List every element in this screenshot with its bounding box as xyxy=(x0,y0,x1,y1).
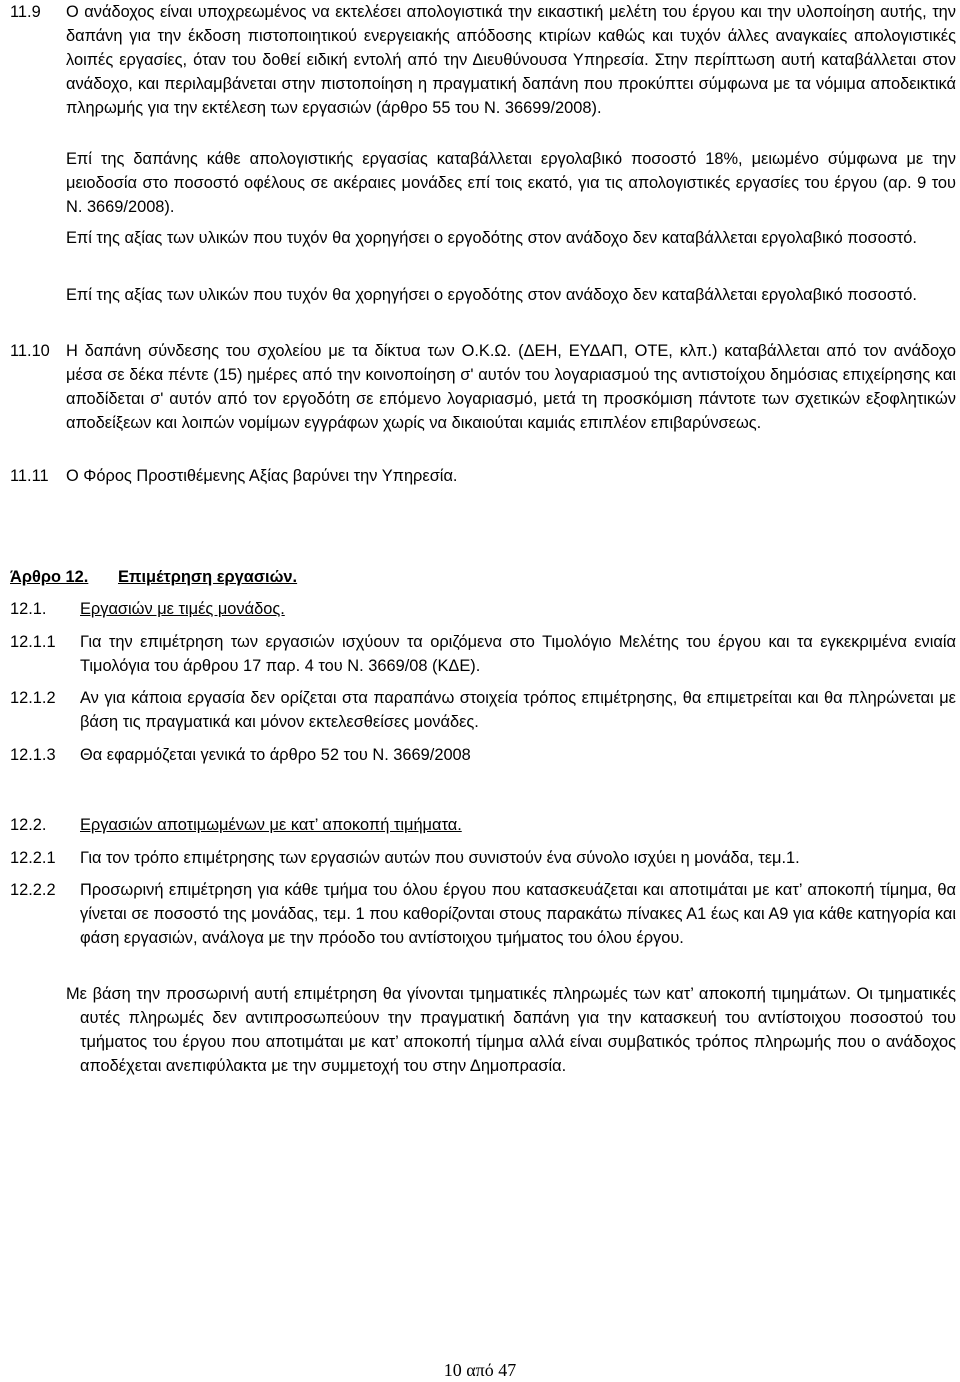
section-number: 12.2.1 xyxy=(10,849,56,867)
section-title: Εργασιών αποτιμωμένων με κατ’ αποκοπή τιμήματα. xyxy=(80,816,462,834)
section-text: Για τον τρόπο επιμέτρησης των εργασιών αυτών που συνιστούν ένα σύνολο ισχύει η μονάδα, τεμ.1. xyxy=(80,849,800,867)
section-number: 12.1.2 xyxy=(10,689,56,707)
section-number: 12.1. xyxy=(10,600,47,618)
section-text: Ο Φόρος Προστιθέμενης Αξίας βαρύνει την Υπηρεσία. xyxy=(66,467,458,485)
article-number: Άρθρο 12. xyxy=(10,568,89,586)
section-text: Η δαπάνη σύνδεσης του σχολείου με τα δίκτυα των Ο.Κ.Ω. (ΔΕΗ, ΕΥΔΑΠ, ΟΤΕ, κλπ.) καταβάλλεται από τον ανάδοχο μέσα σε δέκα πέντε (15) ημέρες από την κοινοποίηση σ' αυτόν του λογαριασμού της αντιστοίχου δημόσιας επιχείρησης και αποδίδεται σ' αυτόν από τον εργοδότη σε επόμενο λογαριασμό, μετά τη προσκόμιση πάντοτε των σχετικών εξοφλητικών αποδείξεων και λοιπών νομίμων εγγράφων χωρίς να δικαιούται καμιάς επιπλέον επιβαρύνσεως. xyxy=(66,342,956,432)
section-number: 12.1.1 xyxy=(10,633,56,651)
section-text: Για την επιμέτρηση των εργασιών ισχύουν τα οριζόμενα στο Τιμολόγιο Μελέτης του έργου και τα εγκεκριμένα ενιαία Τιμολόγια του άρθρου 17 παρ. 4 του Ν. 3669/08 (ΚΔΕ). xyxy=(80,633,956,675)
paragraph-materials-1: Επί της αξίας των υλικών που τυχόν θα χορηγήσει ο εργοδότης στον ανάδοχο δεν καταβάλλεται εργολαβικό ποσοστό. xyxy=(66,229,917,247)
section-title: Εργασιών με τιμές μονάδος. xyxy=(80,600,285,618)
article-title: Επιμέτρηση εργασιών. xyxy=(118,568,298,586)
paragraph-interim-payments: Με βάση την προσωρινή αυτή επιμέτρηση θα γίνονται τμηματικές πληρωμές των κατ’ αποκοπή τιμημάτων. Οι τμηματικές αυτές πληρωμές δεν αντιπροσωπεύουν την πραγματική δαπάνη για την κατασκευή του αντίστοιχου ποσοστού του τμήματος του έργου που αποτιμάται με κατ’ αποκοπή τίμημα αλλά είναι συμβατικός τρόπος πληρωμής που ο ανάδοχος αποδέχεται ανεπιφύλακτα με την συμμετοχή του στην Δημοπρασία. xyxy=(66,985,956,1075)
section-number: 12.2.2 xyxy=(10,881,56,899)
section-text: Προσωρινή επιμέτρηση για κάθε τμήμα του όλου έργου που κατασκευάζεται και αποτιμάται με κατ’ αποκοπή τίμημα, θα γίνεται σε ποσοστό της μονάδας, τεμ. 1 που καθορίζονται στους παρακάτω πίνακες Α1 έως και Α9 για κάθε κατηγορία και φάση εργασιών, ανάλογα με την πρόοδο του αντίστοιχου τμήματος του όλου έργου. xyxy=(80,881,956,947)
paragraph-materials-2: Επί της αξίας των υλικών που τυχόν θα χορηγήσει ο εργοδότης στον ανάδοχο δεν καταβάλλεται εργολαβικό ποσοστό. xyxy=(66,286,917,304)
section-number: 11.11 xyxy=(10,467,49,485)
section-text: Θα εφαρμόζεται γενικά το άρθρο 52 του Ν. 3669/2008 xyxy=(80,746,471,764)
paragraph-overhead-percentage: Επί της δαπάνης κάθε απολογιστικής εργασίας καταβάλλεται εργολαβικό ποσοστό 18%, μειωμένο σύμφωνα με την μειοδοσία στο ποσοστό οφέλους σε ακέραιες μονάδες επί τοις εκατό, για τις απολογιστικές εργασίες του έργου (αρ. 9 του Ν. 3669/2008). xyxy=(66,150,956,216)
section-number: 12.1.3 xyxy=(10,746,56,764)
page-number: 10 από 47 xyxy=(443,1360,517,1380)
section-number: 12.2. xyxy=(10,816,47,834)
section-number: 11.10 xyxy=(10,342,50,360)
section-text: Αν για κάποια εργασία δεν ορίζεται στα παραπάνω στοιχεία τρόπος επιμέτρησης, θα επιμετρείται και θα πληρώνεται με βάση τις πραγματικά και μόνον εκτελεσθείσες μονάδες. xyxy=(80,689,956,731)
section-number: 11.9 xyxy=(10,3,41,21)
section-text: Ο ανάδοχος είναι υποχρεωμένος να εκτελέσει απολογιστικά την εικαστική μελέτη του έργου και την υλοποίηση αυτής, την δαπάνη για την έκδοση πιστοποιητικού ενεργειακής απόδοσης κτιρίων καθώς και τυχόν άλλες αναγκαίες απολογιστικές λοιπές εργασίες, όταν του δοθεί ειδική εντολή από την Διευθύνουσα Υπηρεσία. Στην περίπτωση αυτή καταβάλλεται στον ανάδοχο, και περιλαμβάνεται στην πιστοποίηση η πραγματική δαπάνη που προκύπτει σύμφωνα με τα νόμιμα αποδεικτικά πληρωμής για την εκτέλεση των εργασιών (άρθρο 55 του Ν. 36699/2008). xyxy=(66,3,956,117)
